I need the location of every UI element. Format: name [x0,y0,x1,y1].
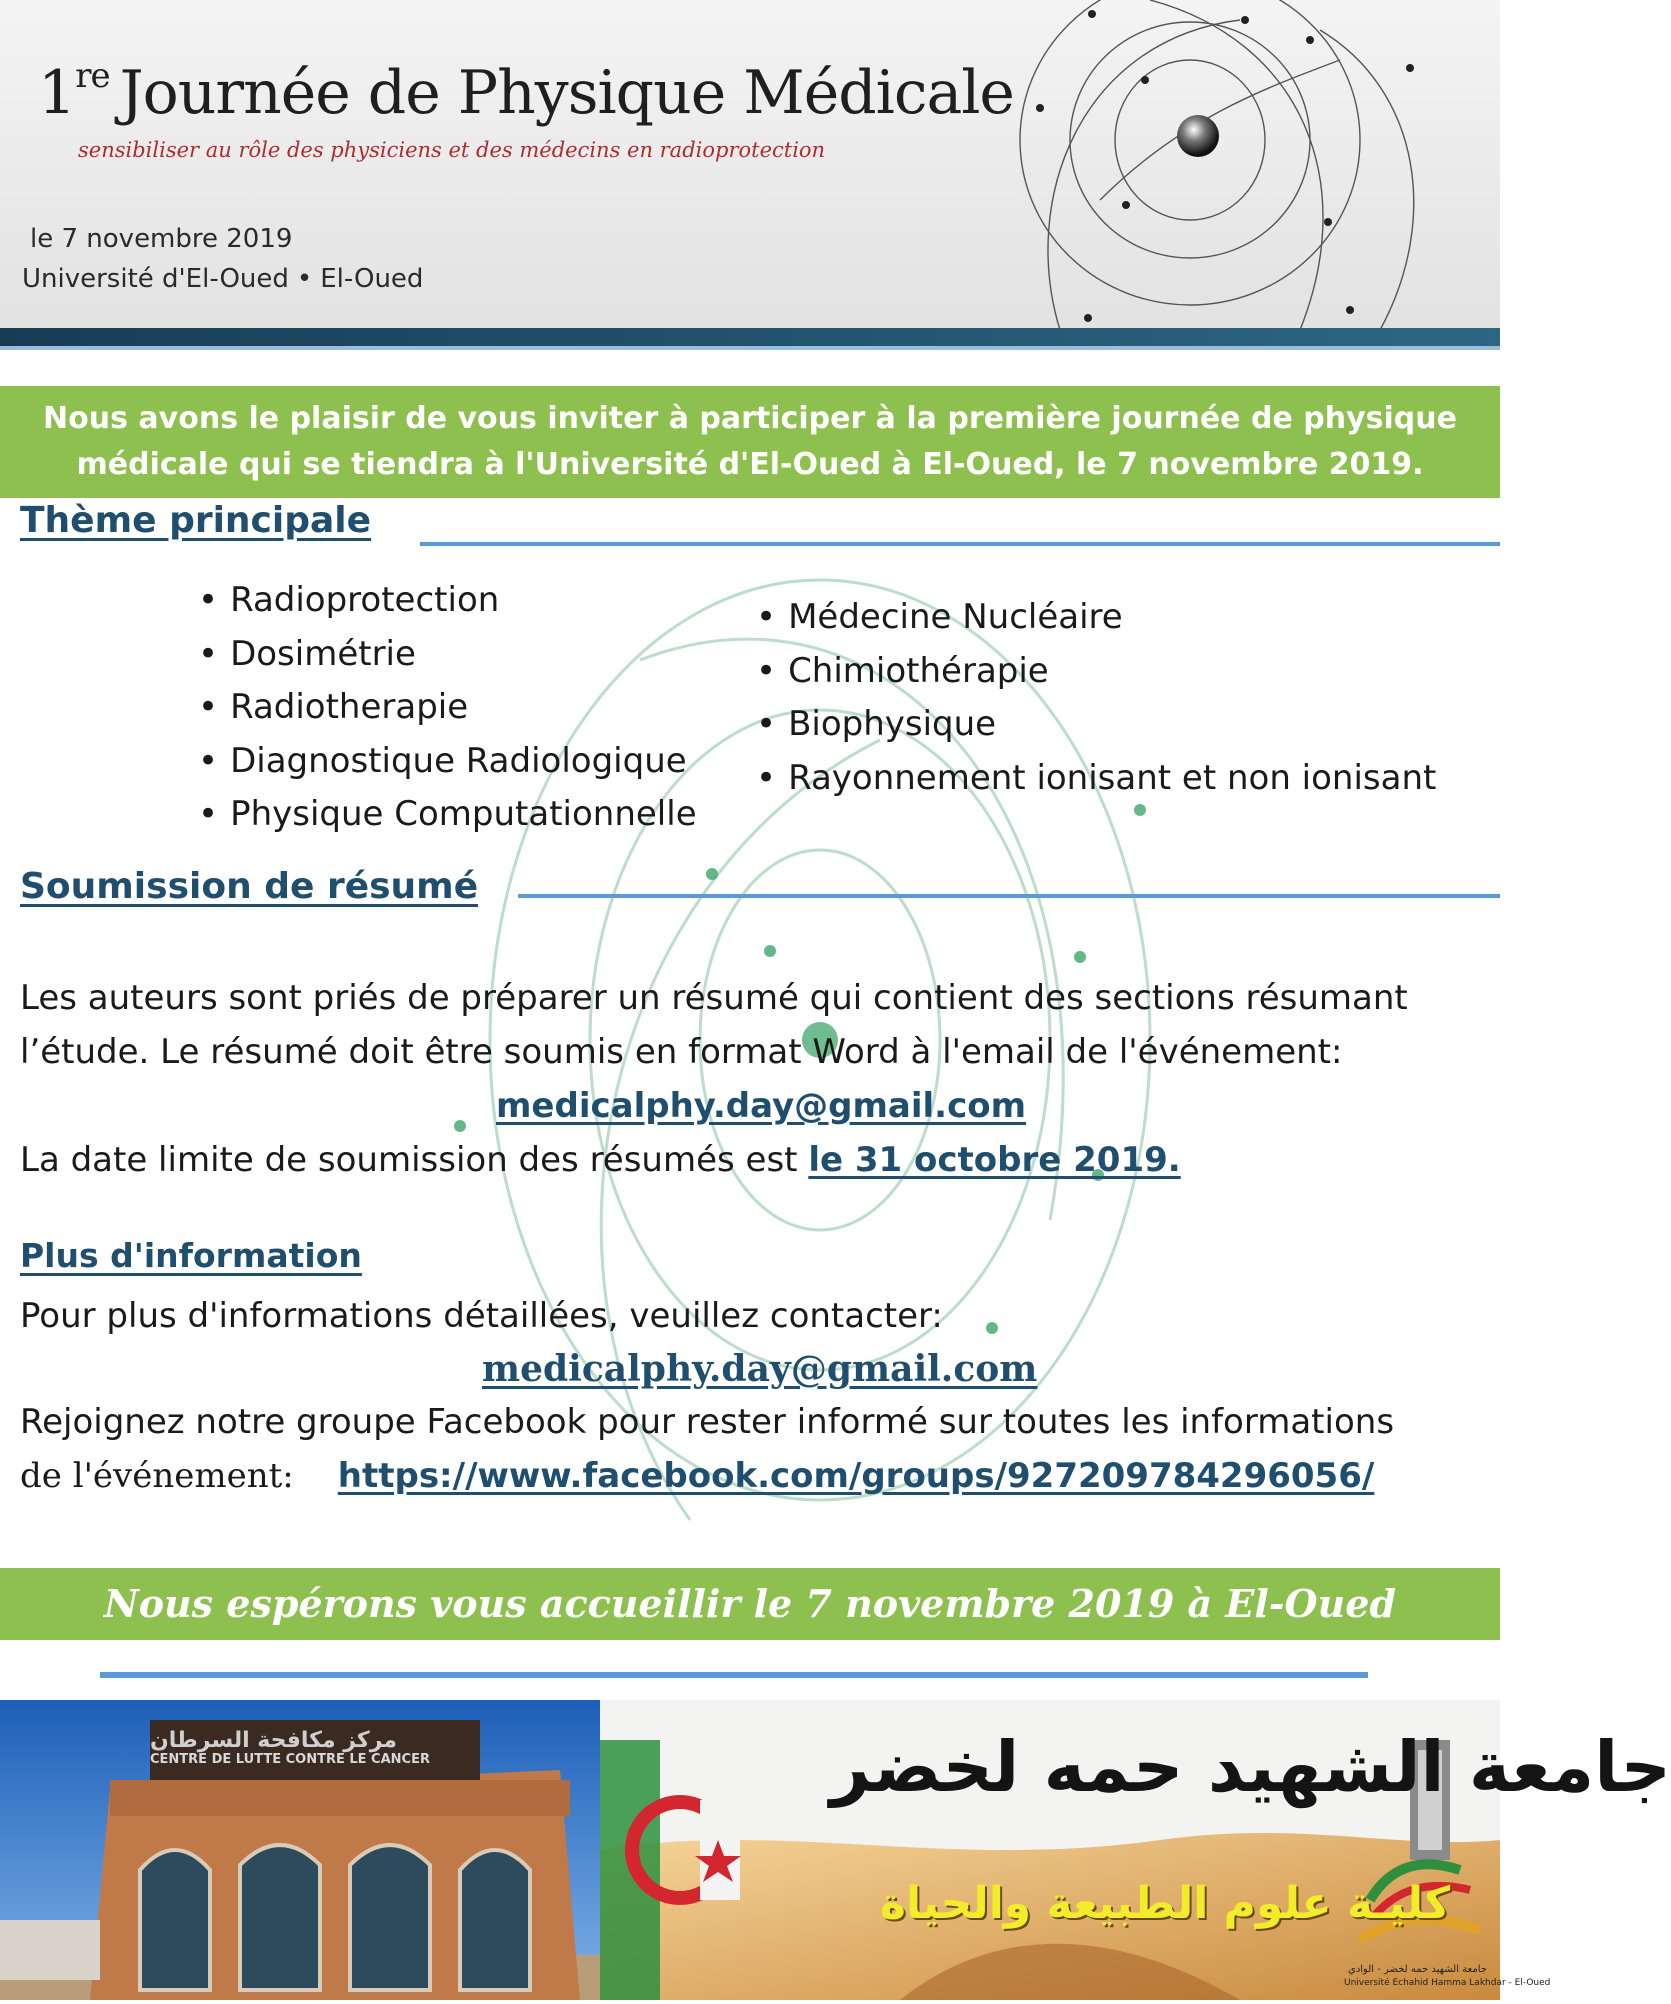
info-heading: Plus d'information [20,1236,362,1275]
faculty-arabic-name: كليـة علوم الطبيعة والحياة [880,1878,1451,1929]
center-sign-arabic: مركز مكافحة السرطان [150,1728,398,1753]
facebook-text-line-1: Rejoignez notre groupe Facebook pour rester informé sur toutes les informations [20,1402,1395,1442]
list-item: • Diagnostique Radiologique [198,741,697,795]
footer-rule [100,1672,1368,1678]
title-text: Journée de Physique Médicale [119,58,1014,128]
submission-text-line-1: Les auteurs sont priés de préparer un résumé qui contient des sections résumant [20,978,1408,1018]
list-item: • Radioprotection [198,580,697,634]
submission-heading: Soumission de résumé [20,866,479,907]
invitation-line-1: Nous avons le plaisir de vous inviter à participer à la première journée de physique [43,401,1457,436]
page-title [38,56,1014,128]
university-arabic-name: جامعة الشهيد حمه لخضر [830,1726,1671,1808]
theme-rule [420,542,1500,546]
deadline-prefix: La date limite de soumission des résumés est [20,1140,809,1180]
university-banner [600,1700,1671,2000]
event-date: le 7 novembre 2019 [30,224,293,254]
logo-caption-arabic: جامعة الشهيد حمه لخضر - الوادي [1348,1964,1487,1975]
university-name: Université d'El-Oued [22,264,289,294]
separator-dot: • [296,264,313,294]
header-band [0,328,1500,346]
facebook-text-line-2 [20,1456,1374,1496]
submission-rule [518,894,1500,898]
list-item: • Physique Computationnelle [198,794,697,848]
submission-text-line-2: l’étude. Le résumé doit être soumis en format Word à l'email de l'événement: [20,1032,1343,1072]
submission-email-link[interactable]: medicalphy.day@gmail.com [496,1086,1027,1126]
list-item: • Dosimétrie [198,634,697,688]
title-ordinal: 1 [38,58,76,128]
page-subtitle: sensibiliser au rôle des physiciens et des médecins en radioprotection [78,138,826,162]
invitation-banner [0,386,1500,498]
invitation-line-2: médicale qui se tiendra à l'Université d'El-Oued à El-Oued, le 7 novembre 2019. [76,447,1424,482]
event-place [22,264,423,294]
theme-list-right [756,597,1436,811]
logo-caption: Université Echahid Hamma Lakhdar - El-Oued [1344,1978,1551,1988]
list-item: • Biophysique [756,704,1436,758]
list-item: • Radiotherapie [198,687,697,741]
theme-list-left [198,580,697,848]
header-band-accent [0,346,1500,350]
closing-banner: Nous espérons vous accueillir le 7 novembre 2019 à El-Oued [0,1568,1500,1640]
list-item: • Rayonnement ionisant et non ionisant [756,758,1436,812]
facebook-prefix: de l'événement: [20,1456,294,1496]
header-banner [0,0,1500,330]
theme-heading: Thème principale [20,500,372,541]
city-name: El-Oued [320,264,424,294]
info-text-line-1: Pour plus d'informations détaillées, veuillez contacter: [20,1296,943,1336]
cancer-center-photo [0,1700,600,2000]
facebook-url-link[interactable]: https://www.facebook.com/groups/927209784296056/ [337,1456,1375,1496]
center-sign: CENTRE DE LUTTE CONTRE LE CANCER [150,1752,430,1767]
deadline-date: le 31 octobre 2019. [808,1140,1181,1180]
info-email-link[interactable]: medicalphy.day@gmail.com [482,1348,1038,1390]
title-ordinal-suffix: re [75,56,110,96]
list-item: • Médecine Nucléaire [756,597,1436,651]
list-item: • Chimiothérapie [756,651,1436,705]
submission-deadline [20,1140,1181,1180]
